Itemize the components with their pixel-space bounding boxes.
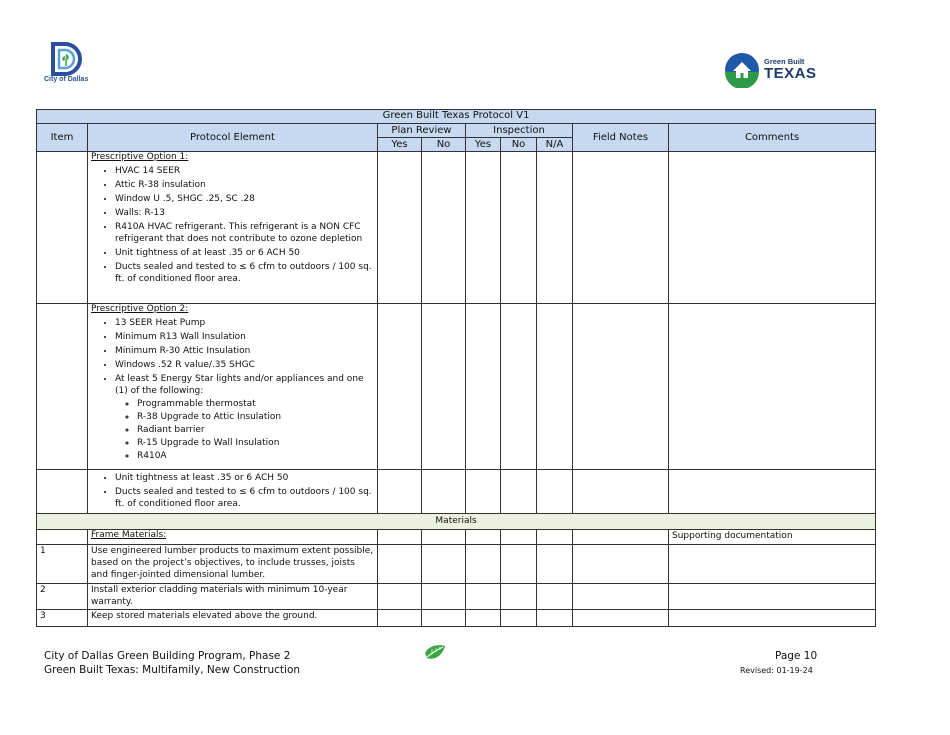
checkbox-cell[interactable] — [422, 545, 466, 584]
header-insp-na: N/A — [537, 138, 573, 152]
footer-program-info — [44, 649, 300, 677]
list-item: • Attic R-38 insulation — [115, 179, 374, 191]
list-item: ◦ R-15 Upgrade to Wall Insulation — [137, 437, 374, 449]
checkbox-cell[interactable] — [466, 584, 501, 610]
checkbox-cell[interactable] — [537, 610, 573, 627]
footer-line-1: City of Dallas Green Building Program, Phase 2 — [44, 650, 291, 662]
section-row — [37, 514, 876, 530]
checkbox-cell[interactable] — [466, 545, 501, 584]
frame-comment: Supporting documentation — [672, 531, 793, 541]
header-field-notes: Field Notes — [573, 124, 669, 152]
option-extra-list — [91, 472, 374, 510]
item-number: 3 — [40, 611, 46, 621]
field-notes-cell[interactable] — [573, 304, 669, 470]
checkbox-cell[interactable] — [378, 584, 422, 610]
option-extra-cell — [88, 470, 378, 514]
header-comments: Comments — [669, 124, 876, 152]
checkbox-cell[interactable] — [378, 470, 422, 514]
checkbox-cell[interactable] — [537, 470, 573, 514]
gbt-logo-main-text: TEXAS — [764, 65, 817, 82]
revised-date: Revised: 01-19-24 — [740, 666, 813, 675]
comments-cell[interactable] — [669, 304, 876, 470]
field-notes-cell[interactable] — [573, 584, 669, 610]
comments-cell[interactable] — [669, 530, 876, 545]
list-item: • Unit tightness of at least .35 or 6 ACH 50 — [115, 247, 374, 259]
list-item: ◦ Radiant barrier — [137, 424, 374, 436]
list-item: • HVAC 14 SEER — [115, 165, 374, 177]
field-notes-cell[interactable] — [573, 470, 669, 514]
gbt-logo-top-text: Green Built — [764, 57, 805, 66]
table-row — [37, 610, 876, 627]
header-insp-no: No — [501, 138, 537, 152]
list-item: ◦ Programmable thermostat — [137, 398, 374, 410]
table-row — [37, 584, 876, 610]
header-item: Item — [37, 124, 88, 152]
item-number: 2 — [40, 585, 46, 595]
header-insp-yes: Yes — [466, 138, 501, 152]
list-item: ◦ R-38 Upgrade to Attic Insulation — [137, 411, 374, 423]
option2-sublist — [115, 398, 374, 462]
materials-section-heading: Materials — [37, 514, 876, 530]
comments-cell[interactable] — [669, 584, 876, 610]
option1-list — [91, 165, 374, 285]
list-item: • Ducts sealed and tested to ≤ 6 cfm to outdoors / 100 sq. ft. of conditioned floor area. — [115, 486, 374, 510]
checkbox-cell[interactable] — [501, 304, 537, 470]
list-item: • Unit tightness at least .35 or 6 ACH 50 — [115, 472, 374, 484]
checkbox-cell[interactable] — [422, 610, 466, 627]
dallas-logo-label: City of Dallas — [44, 76, 89, 83]
item-text: Keep stored materials elevated above the ground. — [91, 611, 318, 621]
checkbox-cell[interactable] — [537, 304, 573, 470]
checkbox-cell[interactable] — [422, 304, 466, 470]
green-built-house-icon — [724, 52, 760, 88]
checkbox-cell[interactable] — [537, 152, 573, 304]
dallas-d-icon — [49, 42, 83, 76]
option1-heading: Prescriptive Option 1: — [91, 152, 189, 162]
list-item: • R410A HVAC refrigerant. This refrigerant is a NON CFC refrigerant that does not contribute to ozone depletion — [115, 221, 374, 245]
checkbox-cell[interactable] — [378, 152, 422, 304]
field-notes-cell[interactable] — [573, 610, 669, 627]
header-plan-review: Plan Review — [378, 124, 466, 138]
checkbox-cell[interactable] — [422, 152, 466, 304]
checkbox-cell[interactable] — [501, 470, 537, 514]
page-number: Page 10 — [775, 650, 818, 662]
field-notes-cell[interactable] — [573, 545, 669, 584]
list-item: • Minimum R13 Wall Insulation — [115, 331, 374, 343]
header-inspection: Inspection — [466, 124, 573, 138]
table-row — [37, 152, 876, 304]
table-row — [37, 530, 876, 545]
protocol-table — [36, 109, 876, 627]
item-text: Use engineered lumber products to maximum extent possible, based on the project’s objectives, to include trusses, joists and finger-jointed dimensional lumber. — [91, 546, 374, 580]
checkbox-cell[interactable] — [422, 584, 466, 610]
checkbox-cell[interactable] — [501, 584, 537, 610]
field-notes-cell[interactable] — [573, 152, 669, 304]
frame-materials-heading: Frame Materials: — [91, 530, 167, 540]
option2-heading: Prescriptive Option 2: — [91, 304, 189, 314]
list-item: • Minimum R-30 Attic Insulation — [115, 345, 374, 357]
checkbox-cell[interactable] — [501, 530, 537, 545]
option1-cell — [88, 152, 378, 304]
list-item: • Windows .52 R value/.35 SHGC — [115, 359, 374, 371]
list-item: • Window U .5, SHGC .25, SC .28 — [115, 193, 374, 205]
header-plan-no: No — [422, 138, 466, 152]
list-item: • 13 SEER Heat Pump — [115, 317, 374, 329]
footer-line-2: Green Built Texas: Multifamily, New Construction — [44, 664, 301, 676]
list-item — [115, 373, 374, 462]
header-protocol-element: Protocol Element — [88, 124, 378, 152]
checkbox-cell[interactable] — [501, 152, 537, 304]
list-item: • Walls: R-13 — [115, 207, 374, 219]
comments-cell[interactable] — [669, 470, 876, 514]
checkbox-cell[interactable] — [422, 470, 466, 514]
list-item-text: At least 5 Energy Star lights and/or appliances and one (1) of the following: — [115, 374, 364, 396]
comments-cell[interactable] — [669, 610, 876, 627]
checkbox-cell[interactable] — [378, 545, 422, 584]
city-of-dallas-logo — [44, 42, 94, 88]
table-row — [37, 304, 876, 470]
table-row — [37, 470, 876, 514]
checkbox-cell[interactable] — [466, 610, 501, 627]
table-row — [37, 545, 876, 584]
checkbox-cell[interactable] — [466, 304, 501, 470]
leaf-icon — [424, 644, 446, 667]
checkbox-cell[interactable] — [501, 610, 537, 627]
table-title: Green Built Texas Protocol V1 — [37, 110, 876, 124]
checkbox-cell[interactable] — [466, 530, 501, 545]
checkbox-cell[interactable] — [378, 530, 422, 545]
field-notes-cell[interactable] — [573, 530, 669, 545]
checkbox-cell[interactable] — [422, 530, 466, 545]
option2-list — [91, 317, 374, 462]
comments-cell[interactable] — [669, 152, 876, 304]
checkbox-cell[interactable] — [466, 152, 501, 304]
checkbox-cell[interactable] — [501, 545, 537, 584]
green-built-texas-logo — [724, 52, 824, 92]
checkbox-cell[interactable] — [378, 304, 422, 470]
checkbox-cell[interactable] — [537, 530, 573, 545]
comments-cell[interactable] — [669, 545, 876, 584]
checkbox-cell[interactable] — [537, 584, 573, 610]
checkbox-cell[interactable] — [378, 610, 422, 627]
option2-cell — [88, 304, 378, 470]
item-number: 1 — [40, 546, 46, 556]
header-plan-yes: Yes — [378, 138, 422, 152]
list-item: • Ducts sealed and tested to ≤ 6 cfm to outdoors / 100 sq. ft. of conditioned floor area. — [115, 261, 374, 285]
checkbox-cell[interactable] — [466, 470, 501, 514]
item-text: Install exterior cladding materials with minimum 10-year warranty. — [91, 585, 348, 607]
list-item: ◦ R410A — [137, 450, 374, 462]
checkbox-cell[interactable] — [537, 545, 573, 584]
